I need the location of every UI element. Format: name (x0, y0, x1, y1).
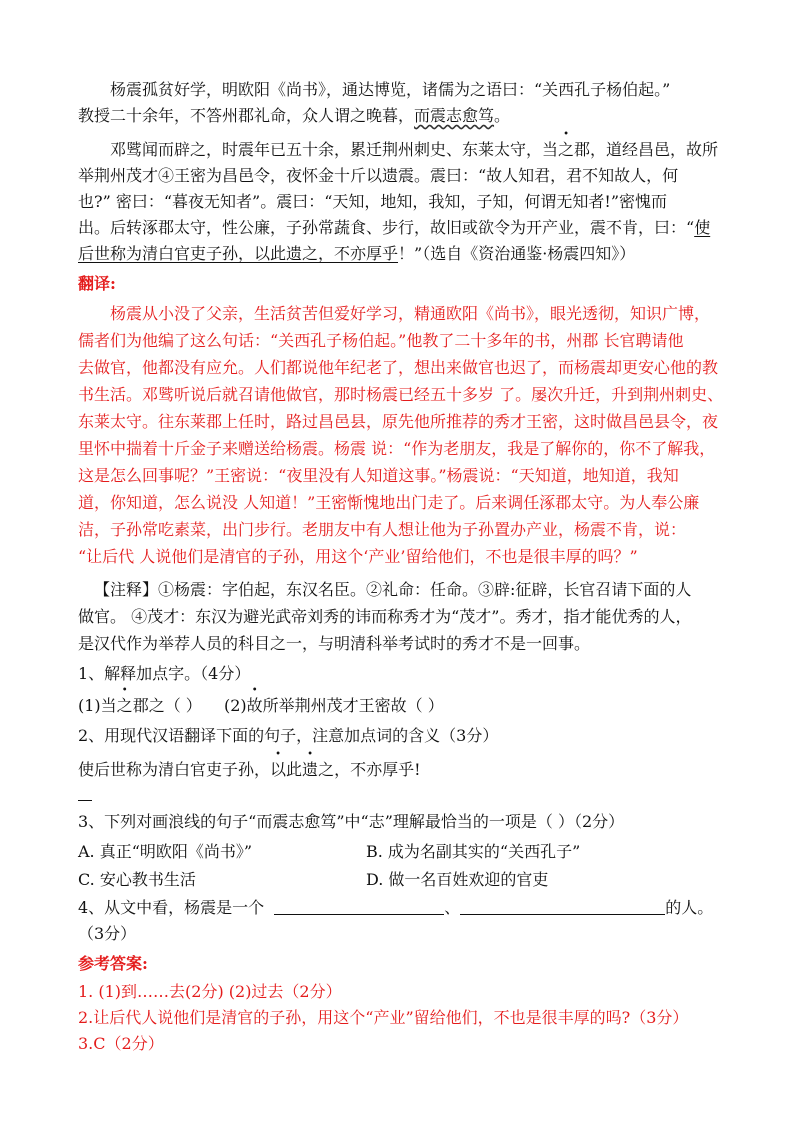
answer-3: 3.C（2分） (78, 1034, 164, 1053)
question-3: 3、下列对画浪线的句子“而震志愈笃”中“志”理解最恰当的一项是（ ）（2分） (78, 812, 625, 831)
translation-line: 洁，子孙常吃素菜，出门步行。老朋友中有人想让他为子孙置办产业，杨震不肯，说： (78, 520, 687, 539)
question-4: 4、从文中看，杨震是一个 、 的人。 (78, 898, 714, 917)
dotted-char: 之 (558, 140, 575, 159)
question-3-option-c[interactable]: C. 安心教书生活 (78, 870, 196, 889)
answer-2: 2.让后代人说他们是清官的子孙，用这个“产业”留给他们，不也是很丰厚的吗?（3分） (78, 1008, 689, 1027)
translation-line: 儒者们为他编了这么句话：“关西孔子杨伯起。”他教了二十多年的书，州郡 长官聘请他 (78, 331, 684, 350)
answer-blank-2[interactable] (460, 898, 665, 915)
translation-line: 书生活。邓骘听说后就召请他做官，那时杨震已经五十多岁 了。屡次升迁，升到荆州刺史、 (78, 385, 724, 404)
translation-line: 杨震从小没了父亲，生活贫苦但爱好学习，精通欧阳《尚书》，眼光透彻，知识广博， (110, 304, 711, 323)
translation-line: “让后代 人说他们是清官的子孙，用这个‘产业’留给他们，不也是很丰厚的吗？” (78, 547, 638, 566)
original-line-2: 教授二十余年，不答州郡礼命，众人谓之晚暮，而震志愈笃。 (78, 106, 511, 125)
original-line-1: 杨震孤贫好学，明欧阳《尚书》，通达博览，诸儒为之语曰：“关西孔子杨伯起。” (110, 80, 671, 99)
translation-line: 去做官，他都没有应允。人们都说他年纪老了，想出来做官也迟了，而杨震却更安心他的教 (78, 358, 719, 377)
original-line-6: 出。后转涿郡太守，性公廉，子孙常蔬食、步行，故旧或欲令为开产业，震不肯，曰：“使 (78, 218, 711, 237)
translation-line: 这是怎么回事呢？”王密说：“夜里没有人知道这事。”杨震说：“天知道，地知道，我知 (78, 466, 679, 485)
question-3-option-b[interactable]: B. 成为名副其实的“关西孔子” (366, 842, 581, 861)
original-line-3: 邓骘闻而辟之，时震年已五十余，累迁荆州刺史、东莱太守，当之郡，道经昌邑，故所 (110, 140, 719, 159)
question-2-sentence: 使后世称为清白官吏子孙，以此遗之，不亦厚乎! (78, 760, 421, 779)
original-line-4: 举荆州茂才④王密为昌邑令，夜怀金十斤以遗震。震曰：“故人知君，君不知故人，何 (78, 166, 679, 185)
separator-dash (78, 800, 92, 801)
notes-line: 【注释】①杨震：字伯起，东汉名臣。②礼命：任命。③辟:征辟，长官召请下面的人 (94, 580, 692, 599)
wavy-underlined-phrase: 而震志愈笃 (414, 106, 495, 125)
original-line-5: 也?” 密曰：“暮夜无知者”。震曰：“天知，地知，我知，子知，何谓无知者!”密愧而 (78, 192, 667, 211)
question-4-score: （3分） (78, 924, 137, 943)
question-3-option-d[interactable]: D. 做一名百姓欢迎的官吏 (366, 870, 549, 889)
translation-line: 里怀中揣着十斤金子来赠送给杨震。杨震 说：“作为老朋友，我是了解你的，你不了解我， (78, 439, 716, 458)
answers-heading: 参考答案: (78, 954, 148, 973)
answer-1: 1. (1)到……去(2分) (2)过去（2分） (78, 982, 342, 1001)
answer-blank-1[interactable] (274, 898, 444, 915)
underlined-sentence: 后世称为清白官吏子孙，以此遗之，不亦厚乎 (78, 244, 399, 263)
question-2: 2、用现代汉语翻译下面的句子，注意加点词的含义（3分） (78, 726, 499, 745)
translation-line: 道，你知道，怎么说没 人知道！”王密惭愧地出门走了。后来调任涿郡太守。为人奉公廉 (78, 493, 700, 512)
question-1: 1、解释加点字。（4分） (78, 664, 251, 683)
question-1-items: (1)当之郡之（ ） (2)故所举荆州茂才王密故（ ） (78, 696, 444, 715)
translation-line: 东莱太守。往东莱郡上任时，路过昌邑县，原先他所推荐的秀才王密，这时做昌邑县令，夜 (78, 412, 719, 431)
translation-heading: 翻译: (78, 274, 116, 293)
question-3-option-a[interactable]: A. 真正“明欧阳《尚书》” (78, 842, 253, 861)
notes-line: 做官。 ④茂才：东汉为避光武帝刘秀的讳而称秀才为“茂才”。秀才，指才能优秀的人， (78, 607, 692, 626)
notes-line: 是汉代作为举荐人员的科目之一，与明清科举考试时的秀才不是一回事。 (78, 634, 591, 653)
original-line-7: 后世称为清白官吏子孙，以此遗之，不亦厚乎！”（选自《资治通鉴·杨震四知》） (78, 244, 636, 263)
